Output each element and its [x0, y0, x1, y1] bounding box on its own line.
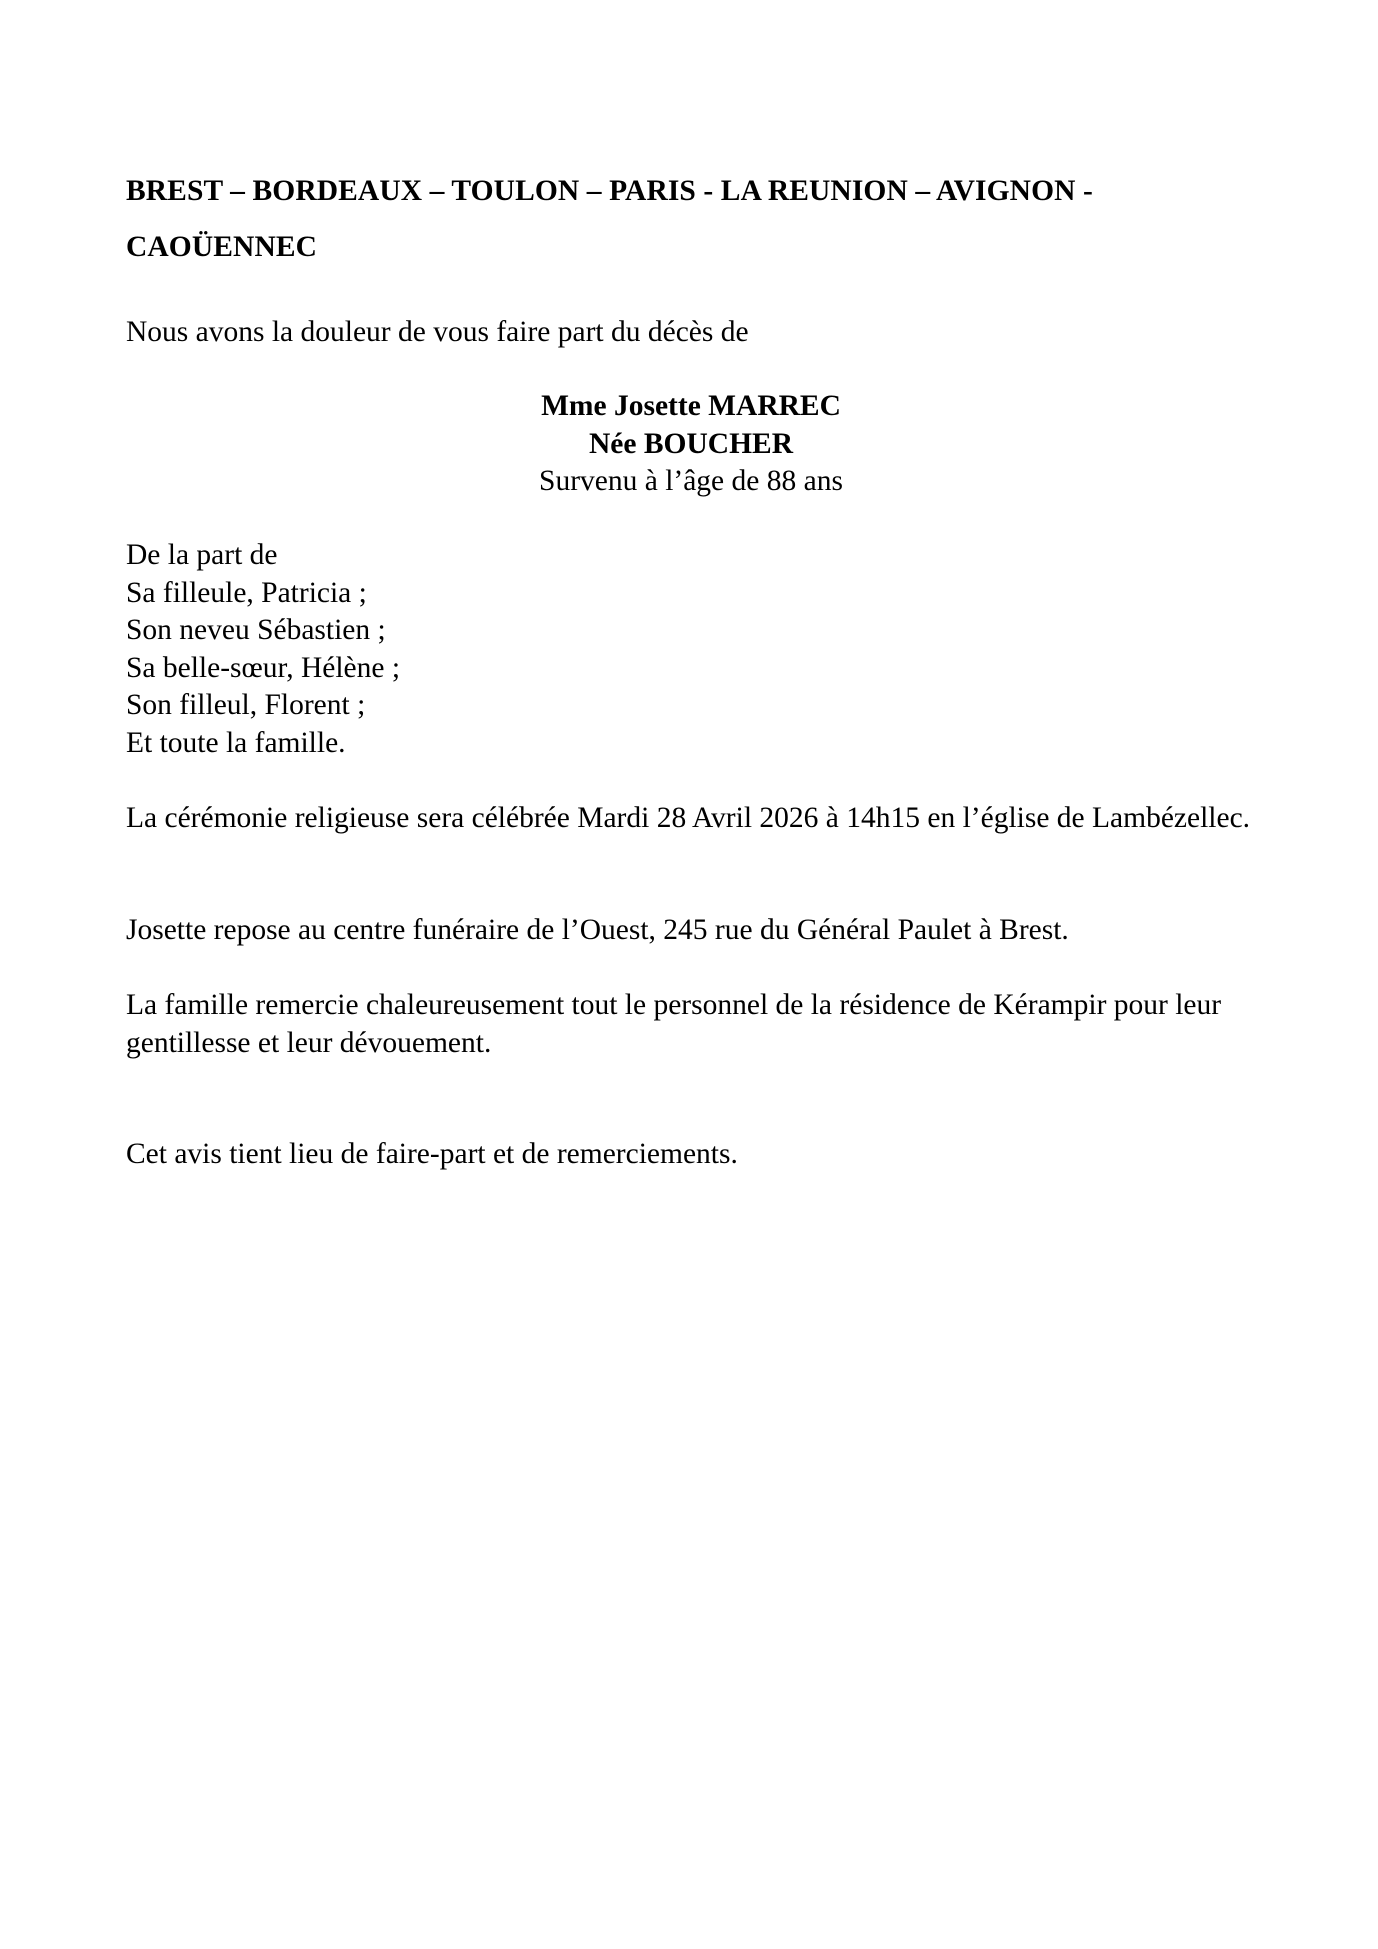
family-member: Sa filleule, Patricia ;: [126, 576, 367, 609]
funeral-home-paragraph: Josette repose au centre funéraire de l’Ouest, 245 rue du Général Paulet à Brest.: [126, 914, 1069, 946]
family-heading: De la part de: [126, 539, 278, 571]
intro-sentence: Nous avons la douleur de vous faire part du décès de: [126, 316, 749, 348]
ceremony-paragraph: La cérémonie religieuse sera célébrée Mardi 28 Avril 2026 à 14h15 en l’église de Lambézellec.: [126, 802, 1251, 834]
closing-sentence: Cet avis tient lieu de faire-part et de remerciements.: [126, 1138, 738, 1170]
family-member: Son filleul, Florent ;: [126, 689, 366, 721]
deceased-age: Survenu à l’âge de 88 ans: [539, 465, 843, 497]
family-member: Et toute la famille.: [126, 726, 346, 759]
deceased-name: Mme Josette MARREC: [541, 390, 841, 422]
thanks-paragraph: La famille remercie chaleureusement tout le personnel de la résidence de Kérampir pour leur gentillesse et leur dévouement.: [126, 989, 1222, 1059]
family-list: [126, 537, 1256, 762]
deceased-block: [126, 388, 1256, 501]
deceased-maiden-name: Née BOUCHER: [588, 427, 794, 460]
locations-heading: BREST – BORDEAUX – TOULON – PARIS - LA REUNION – AVIGNON - CAOÜENNEC: [126, 175, 1093, 263]
family-member: Sa belle-sœur, Hélène ;: [126, 651, 401, 684]
family-member: Son neveu Sébastien ;: [126, 614, 386, 646]
